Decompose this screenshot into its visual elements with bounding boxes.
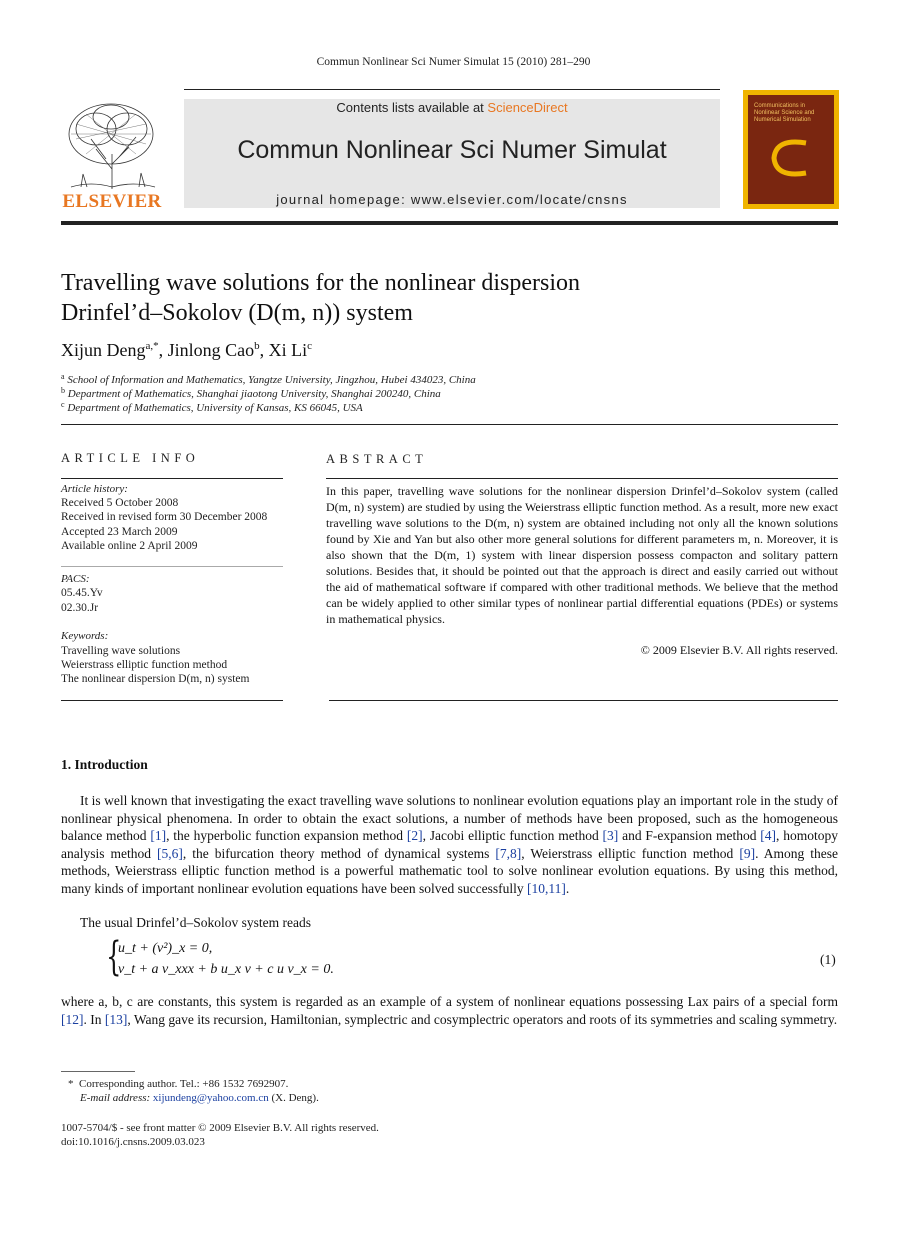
intro-paragraph-1 <box>61 792 838 897</box>
abstract-rule-top <box>326 478 838 479</box>
keyword-item: Weierstrass elliptic function method <box>61 659 228 671</box>
affiliation-b <box>61 386 441 400</box>
cover-title: Communications in Nonlinear Science and Numerical Simulation <box>754 103 815 123</box>
equation-1-line-1: u_t + (v²)_x = 0, <box>118 941 213 956</box>
author-name[interactable]: Jinlong Cao <box>167 340 255 360</box>
history-item: Available online 2 April 2009 <box>61 540 198 552</box>
author-sup: a,* <box>145 340 159 352</box>
author-list: Xijun Deng$^{a,*}$, Jinlong Cao$^b$, Xi Li$^c$ <box>61 340 313 360</box>
article-info-heading: ARTICLE INFO <box>61 451 200 465</box>
author-sup: b <box>254 340 260 352</box>
citation-ref-link[interactable]: [5,6] <box>157 845 183 861</box>
paragraph-text: It is well known that investigating the exact travelling wave solutions to nonlinear evolution equations play an important role in the study of nonlinear physical phenomena. In order to obtain the exact solutions, a number of methods have been proposed, such as the homogeneous balance method <box>61 793 838 843</box>
paragraph-text: . Among these methods, Weierstrass elliptic function method is a powerful mathematic tool to solve nonlinear evolution equations. By using this method, many kinds of important nonlinear evolution equations have been solved successfully <box>61 845 838 896</box>
cover-inner <box>748 95 834 204</box>
paragraph-text: . In <box>83 1011 105 1027</box>
contents-line <box>184 100 720 115</box>
history-item: Accepted 23 March 2009 <box>61 526 178 538</box>
history-item: Received 5 October 2008 <box>61 497 179 509</box>
paragraph-text: , the hyperbolic function expansion method <box>166 828 407 843</box>
paper-title <box>61 268 821 328</box>
elsevier-wordmark: ELSEVIER <box>62 191 162 212</box>
paragraph-text: , Wang gave its recursion, Hamiltonian, symplectric and cosymplectric operators and roots of its symmetries and scaling symmetry. <box>127 1011 838 1027</box>
citation-ref-link[interactable]: [3] <box>602 828 619 843</box>
affil-text: Department of Mathematics, University of Kansas, KS 66045, USA <box>67 402 363 414</box>
history-label: Article history: <box>61 483 128 495</box>
journal-homepage[interactable]: journal homepage: www.elsevier.com/locate/cnsns <box>276 192 628 207</box>
contents-prefix: Contents lists available at <box>336 100 488 115</box>
journal-cover-thumbnail <box>743 90 839 209</box>
citation-ref-link[interactable]: [12] <box>61 1011 84 1027</box>
corresponding-text: Corresponding author. Tel.: +86 1532 7692907. <box>79 1078 289 1090</box>
pacs-label: PACS: <box>61 573 90 585</box>
footnote-corresponding <box>68 1078 288 1090</box>
affil-sup: c <box>61 400 65 409</box>
citation-ref-link[interactable]: [10,11] <box>527 880 566 896</box>
email-suffix: (X. Deng). <box>268 1092 319 1104</box>
author-name[interactable]: Xi Li <box>268 340 308 360</box>
citation-ref-link[interactable]: [4] <box>760 828 777 843</box>
doi-line[interactable]: doi:10.1016/j.cnsns.2009.03.023 <box>61 1136 205 1148</box>
author-name[interactable]: Xijun Deng <box>61 340 146 360</box>
citation-ref-link[interactable]: [13] <box>104 1011 128 1027</box>
paragraph-text: , homotopy analysis method <box>61 828 838 861</box>
affil-sup: b <box>61 386 65 395</box>
affil-text: Department of Mathematics, Shanghai jiaotong University, Shanghai 200240, China <box>67 388 441 400</box>
affil-rule <box>61 424 838 425</box>
info-rule-1 <box>61 478 283 479</box>
info-rule-2 <box>61 566 283 567</box>
equation-number: (1) <box>820 952 836 967</box>
paragraph-text: , Weierstrass elliptic function method <box>521 845 740 861</box>
section-heading-introduction: 1. Introduction <box>61 757 148 772</box>
sciencedirect-link[interactable]: ScienceDirect <box>487 100 568 115</box>
footnote-email <box>80 1092 319 1104</box>
author-sup: c <box>307 340 313 352</box>
cover-emblem-icon <box>766 133 816 183</box>
paragraph-text: and F-expansion method <box>618 828 761 843</box>
header-bottom-rule <box>61 221 838 225</box>
title-line-2: Drinfel’d–Sokolov (D(m, n)) system <box>61 300 413 326</box>
equation-brace: { <box>106 934 122 980</box>
header-top-rule <box>184 89 720 90</box>
paragraph-text: . <box>565 880 570 896</box>
citation-ref-link[interactable]: [1] <box>150 828 167 843</box>
abstract-heading: ABSTRACT <box>326 452 428 466</box>
equation-1-line-2: v_t + a v_xxx + b u_x v + c u v_x = 0. <box>118 962 334 977</box>
abstract-copyright: © 2009 Elsevier B.V. All rights reserved. <box>640 643 838 657</box>
intro-paragraph-3 <box>61 993 838 1028</box>
issn-line: 1007-5704/$ - see front matter © 2009 Elsevier B.V. All rights reserved. <box>61 1122 379 1134</box>
citation-ref-link[interactable]: [2] <box>406 828 423 843</box>
email-link[interactable]: xijundeng@yahoo.com.cn <box>152 1092 269 1104</box>
journal-citation: Commun Nonlinear Sci Numer Simulat 15 (2010) 281–290 <box>316 56 591 68</box>
intro-paragraph-2: The usual Drinfel’d–Sokolov system reads <box>80 915 311 930</box>
abstract-text: In this paper, travelling wave solutions for the nonlinear dispersion Drinfel’d–Sokolov system (called D(m, n) system) are studied by using the Weierstrass elliptic function method. As a result, more new exact travelling wave solutions to the D(m, n) system are obtained including not only all the known solutions found by Xie and Yan but also other more general solutions for different parameters m, n. Moreover, it is also shown that the D(m, 1) system with linear dispersion possess compacton and solitary pattern solutions. Besides that, it should be pointed out that the approach is direct and easily carried out without the aid of mathematical software if compared with other traditional methods. We believe that the method can be widely applied to other similar types of nonlinear partial differential equations (PDEs) or systems in mathematical physics. <box>326 484 838 626</box>
affil-sup: a <box>61 372 65 381</box>
paragraph-text: where a, b, c are constants, this system is regarded as an example of a system of nonlinear equations possessing Lax pairs of a special form <box>61 994 838 1009</box>
keyword-item: The nonlinear dispersion D(m, n) system <box>61 673 250 685</box>
abstract-rule-bottom <box>329 700 838 701</box>
paragraph-text: , Jacobi elliptic function method <box>422 828 603 843</box>
keywords-label: Keywords: <box>61 630 109 642</box>
asterisk-icon: * <box>68 1078 74 1090</box>
affiliation-c <box>61 400 363 414</box>
journal-title: Commun Nonlinear Sci Numer Simulat <box>237 136 667 164</box>
affiliation-a <box>61 372 476 386</box>
pacs-item: 05.45.Yv <box>61 587 103 599</box>
paragraph-text: , the bifurcation theory method of dynamical systems <box>182 845 496 861</box>
history-item: Received in revised form 30 December 2008 <box>61 511 268 523</box>
email-label: E-mail address: <box>80 1092 151 1104</box>
affil-text: School of Information and Mathematics, Yangtze University, Jingzhou, Hubei 434023, China <box>67 374 476 386</box>
info-rule-3 <box>61 700 283 701</box>
keyword-item: Travelling wave solutions <box>61 645 181 657</box>
citation-ref-link[interactable]: [9] <box>739 845 756 861</box>
citation-ref-link[interactable]: [7,8] <box>495 845 522 861</box>
pacs-item: 02.30.Jr <box>61 602 99 614</box>
footnote-rule <box>61 1071 135 1072</box>
title-line-1: Travelling wave solutions for the nonlinear dispersion <box>61 270 581 296</box>
